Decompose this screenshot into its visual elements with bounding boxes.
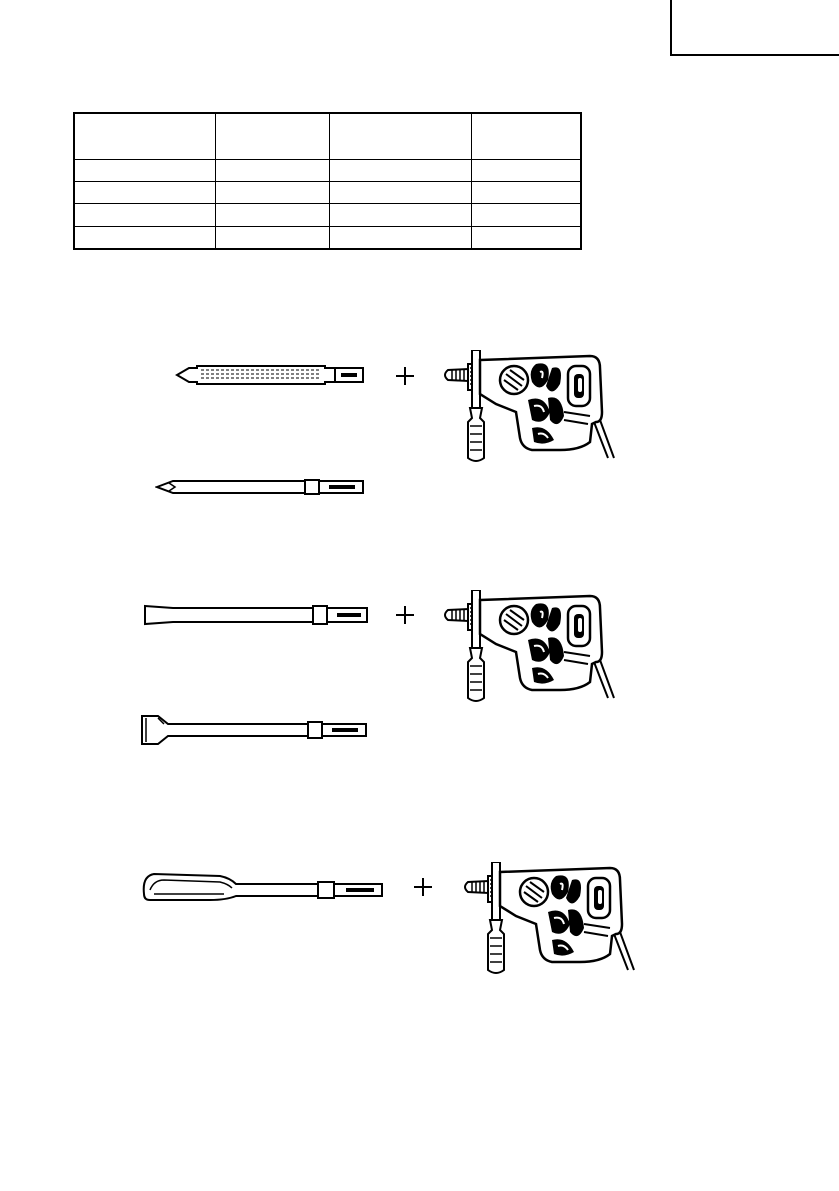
- rotary-hammer-icon: [440, 350, 630, 475]
- plus-sign-icon: [396, 606, 414, 624]
- table-header-cell: [330, 113, 472, 159]
- table-row: [74, 159, 581, 181]
- plus-sign-icon: [414, 878, 432, 896]
- plus-sign-icon: [396, 367, 414, 385]
- flat-chisel-icon: [143, 602, 373, 628]
- table-row: [74, 182, 581, 204]
- table-cell: [74, 159, 216, 181]
- rotary-hammer-icon: [440, 590, 630, 715]
- language-tab: [670, 0, 839, 56]
- scaling-chisel-icon: [140, 710, 372, 750]
- table-cell: [216, 182, 330, 204]
- table-cell: [472, 159, 582, 181]
- table-cell: [216, 204, 330, 226]
- table-cell: [216, 226, 330, 249]
- table-cell: [216, 159, 330, 181]
- table-cell: [330, 204, 472, 226]
- table-cell: [330, 226, 472, 249]
- table-cell: [74, 226, 216, 249]
- bull-point-long-icon: [155, 476, 370, 498]
- rotary-hammer-icon: [460, 862, 650, 987]
- table-cell: [330, 159, 472, 181]
- table-cell: [472, 204, 582, 226]
- table-cell: [330, 182, 472, 204]
- bull-point-icon: [175, 360, 375, 390]
- table-header-row: [74, 113, 581, 159]
- spec-table: [73, 112, 582, 250]
- table-cell: [74, 182, 216, 204]
- table-header-cell: [216, 113, 330, 159]
- table-row: [74, 204, 581, 226]
- table-cell: [74, 204, 216, 226]
- table-header-cell: [74, 113, 216, 159]
- table-row: [74, 226, 581, 249]
- table-header-cell: [472, 113, 582, 159]
- table-cell: [472, 226, 582, 249]
- gouging-chisel-icon: [140, 868, 390, 908]
- table-cell: [472, 182, 582, 204]
